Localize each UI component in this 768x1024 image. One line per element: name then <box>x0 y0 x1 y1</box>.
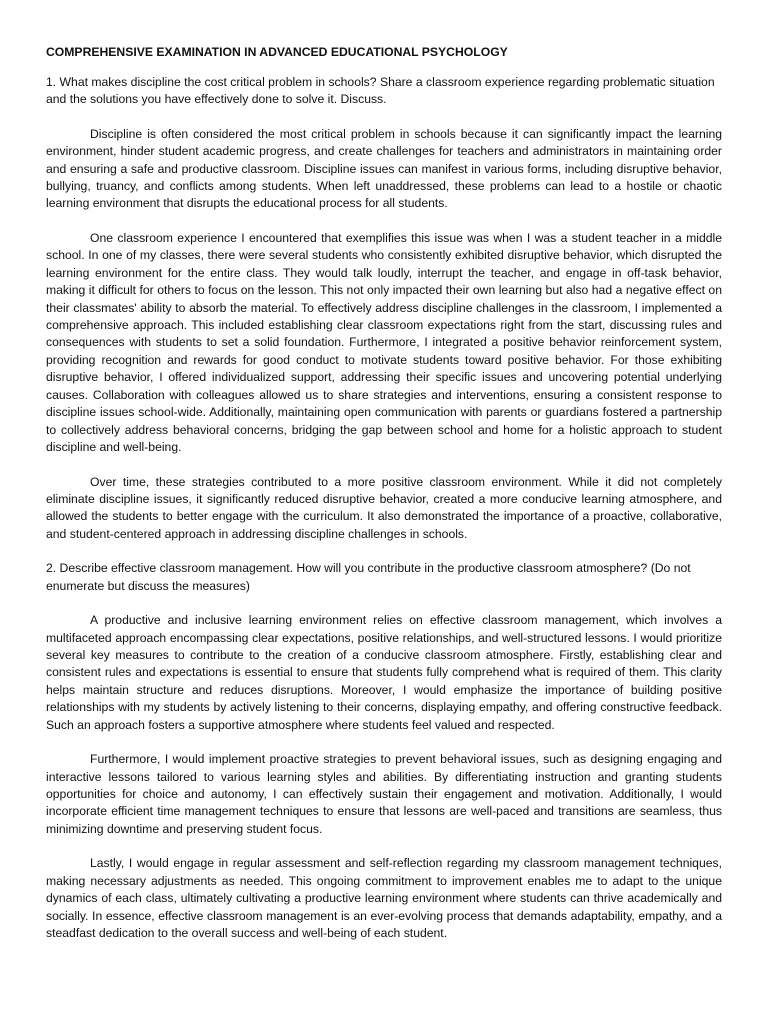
answer-1-paragraph-2: One classroom experience I encountered that exemplifies this issue was when I was a student teacher in a middle school. In one of my classes, there were several students who consistently exhibited disruptive behavior, which disrupted the learning environment for the entire class. They would talk loudly, interrupt the teacher, and engage in off-task behavior, making it difficult for others to focus on the lesson. This not only impacted their own learning but also had a negative effect on their classmates' ability to absorb the material. To effectively address discipline challenges in the classroom, I implemented a comprehensive approach. This included establishing clear classroom expectations right from the start, discussing rules and consequences with students to set a solid foundation. Furthermore, I integrated a positive behavior reinforcement system, providing recognition and rewards for good conduct to motivate students toward positive behavior. For those exhibiting disruptive behavior, I offered individualized support, addressing their specific issues and uncovering potential underlying causes. Collaboration with colleagues allowed us to share strategies and interventions, ensuring a consistent response to discipline issues school-wide. Additionally, maintaining open communication with parents or guardians fostered a partnership to collectively address behavioral concerns, bridging the gap between school and home for a holistic approach to student discipline and well-being. <box>46 231 722 454</box>
answer-2-paragraph-3: Lastly, I would engage in regular assessment and self-reflection regarding my classroom management techniques, making necessary adjustments as needed. This ongoing commitment to improvement enables me to adapt to the unique dynamics of each class, ultimately cultivating a productive learning environment where students can thrive academically and socially. In essence, effective classroom management is an ever-evolving process that demands adaptability, empathy, and a steadfast dedication to the overall success and well-being of each student. <box>46 856 722 940</box>
answer-1-paragraph-1: Discipline is often considered the most critical problem in schools because it can significantly impact the learning environment, hinder student academic progress, and create challenges for teachers and administrators in maintaining order and ensuring a safe and productive classroom. Discipline issues can manifest in various forms, including disruptive behavior, bullying, truancy, and conflicts among students. When left unaddressed, these problems can lead to a hostile or chaotic learning environment that disrupts the educational process for all students. <box>46 126 722 211</box>
question-2: 2. Describe effective classroom management. How will you contribute in the productive classroom atmosphere? (Do not enumerate but discuss the measures) <box>46 561 691 593</box>
question-1: 1. What makes discipline the cost critical problem in schools? Share a classroom experience regarding problematic situation and the solutions you have effectively done to solve it. Discuss. <box>46 75 715 107</box>
answer-2-paragraph-1: A productive and inclusive learning environment relies on effective classroom management, which involves a multifaceted approach encompassing clear expectations, positive relationships, and well-structured lessons. I would prioritize several key measures to contribute to the creation of a conducive classroom atmosphere. Firstly, establishing clear and consistent rules and expectations is essential to ensure that students fully comprehend what is required of them. This clarity helps maintain structure and reduces disruptions. Moreover, I would emphasize the importance of building positive relationships with my students by actively listening to their concerns, displaying empathy, and offering constructive feedback. Such an approach fosters a supportive atmosphere where students feel valued and respected. <box>46 613 722 732</box>
answer-1-paragraph-3: Over time, these strategies contributed to a more positive classroom environment. While it did not completely eliminate discipline issues, it significantly reduced disruptive behavior, created a more conducive learning atmosphere, and allowed the students to better engage with the curriculum. It also demonstrated the importance of a proactive, collaborative, and student-centered approach in addressing discipline challenges in schools. <box>46 474 722 541</box>
answer-2-paragraph-2: Furthermore, I would implement proactive strategies to prevent behavioral issues, such as designing engaging and interactive lessons tailored to various learning styles and abilities. By differentiating instruction and granting students opportunities for choice and autonomy, I can effectively sustain their engagement and motivation. Additionally, I would incorporate efficient time management techniques to ensure that lessons are well-paced and transitions are seamless, thus minimizing downtime and preserving student focus. <box>46 752 722 836</box>
document-title: COMPREHENSIVE EXAMINATION IN ADVANCED EDUCATIONAL PSYCHOLOGY <box>46 45 508 59</box>
